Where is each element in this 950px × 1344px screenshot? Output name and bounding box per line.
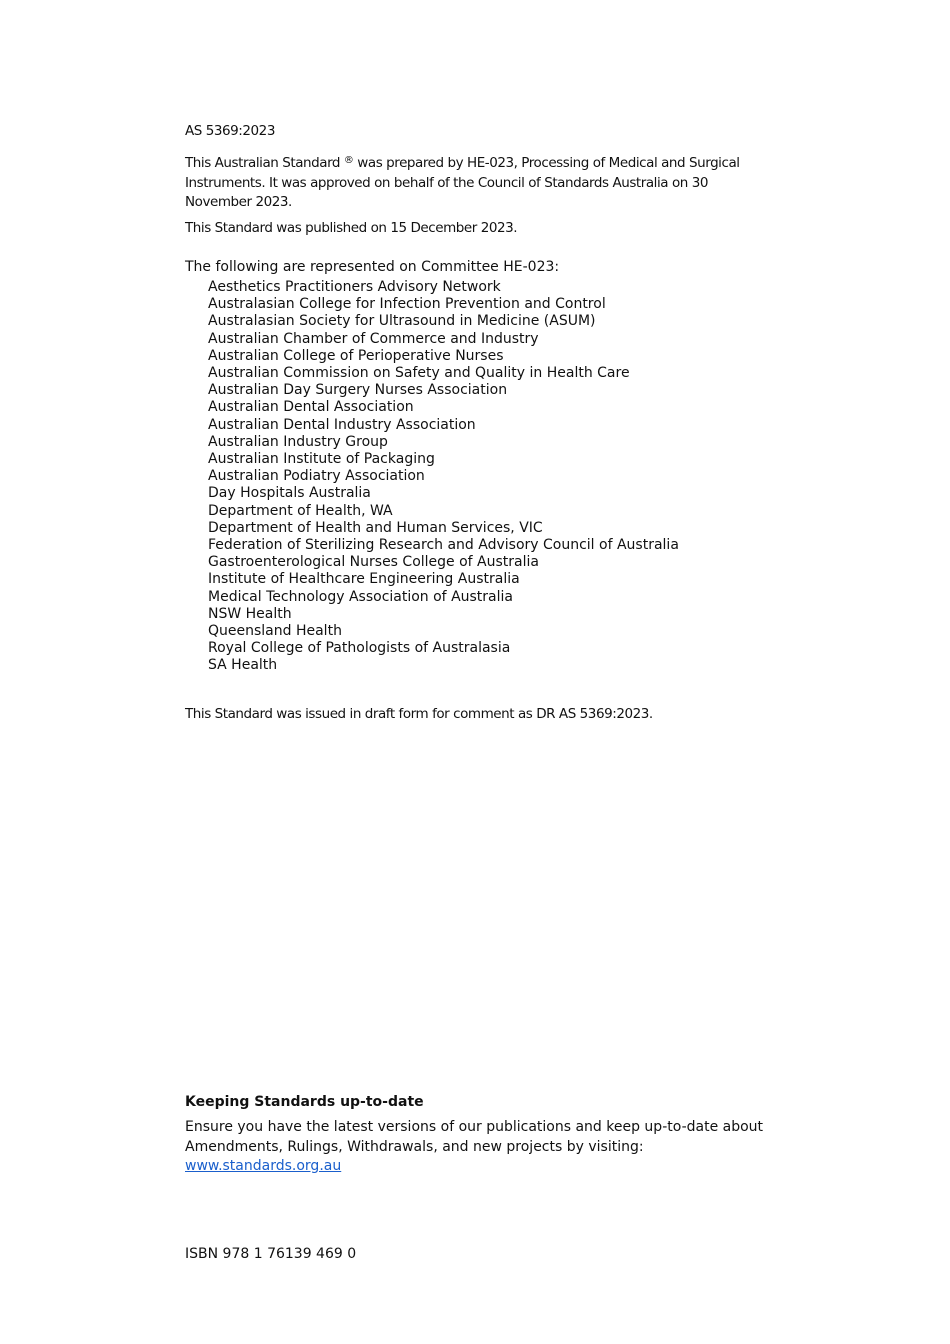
registered-mark: ® xyxy=(343,155,354,166)
isbn: ISBN 978 1 76139 469 0 xyxy=(185,1246,357,1262)
committee-intro: The following are represented on Committee HE-023: xyxy=(185,259,560,275)
committee-member-list xyxy=(208,279,788,675)
committee-member: Queensland Health xyxy=(208,623,342,640)
committee-member: Australian Chamber of Commerce and Industry xyxy=(208,330,539,347)
standards-website-link[interactable]: www.standards.org.au xyxy=(185,1158,342,1174)
committee-member: Australasian College for Infection Prevention and Control xyxy=(208,296,606,313)
committee-member: Institute of Healthcare Engineering Australia xyxy=(208,571,520,588)
committee-member: Department of Health and Human Services, VIC xyxy=(208,519,543,536)
keeping-body xyxy=(185,1118,765,1177)
keeping-body-text: Ensure you have the latest versions of our publications and keep up-to-date about Amendments, Rulings, Withdrawals, and new projects by visiting: xyxy=(185,1119,764,1155)
preparation-text-end: was prepared by HE-023, Processing of Medical and Surgical Instruments. It was approved on behalf of the Council of Standards Australia on 30 November 2023. xyxy=(185,155,740,210)
committee-member: Royal College of Pathologists of Australasia xyxy=(208,640,511,657)
standard-identifier: AS 5369:2023 xyxy=(185,123,275,139)
preparation-statement xyxy=(185,154,760,213)
committee-member: Gastroenterological Nurses College of Australia xyxy=(208,554,539,571)
committee-member: Australian Institute of Packaging xyxy=(208,451,435,468)
publication-date-statement: This Standard was published on 15 December 2023. xyxy=(185,220,518,236)
committee-member: Australian College of Perioperative Nurses xyxy=(208,347,504,364)
committee-member: Australian Dental Association xyxy=(208,399,414,416)
committee-member: NSW Health xyxy=(208,605,292,622)
committee-member: Australian Commission on Safety and Quality in Health Care xyxy=(208,365,630,382)
keeping-heading: Keeping Standards up-to-date xyxy=(185,1094,424,1110)
committee-member: Australian Industry Group xyxy=(208,433,388,450)
committee-member: SA Health xyxy=(208,657,278,674)
committee-member: Day Hospitals Australia xyxy=(208,485,371,502)
committee-member: Aesthetics Practitioners Advisory Network xyxy=(208,279,501,295)
committee-member: Department of Health, WA xyxy=(208,502,393,519)
draft-note: This Standard was issued in draft form for comment as DR AS 5369:2023. xyxy=(185,706,653,722)
committee-member: Australian Dental Industry Association xyxy=(208,416,476,433)
committee-member: Australasian Society for Ultrasound in Medicine (ASUM) xyxy=(208,313,596,330)
committee-member: Medical Technology Association of Australia xyxy=(208,588,513,605)
committee-member: Australian Podiatry Association xyxy=(208,468,425,485)
keeping-up-to-date-section xyxy=(185,1094,765,1177)
preparation-text-start: This Australian Standard xyxy=(185,155,341,171)
committee-member: Australian Day Surgery Nurses Association xyxy=(208,382,508,399)
committee-member: Federation of Sterilizing Research and Advisory Council of Australia xyxy=(208,537,679,554)
